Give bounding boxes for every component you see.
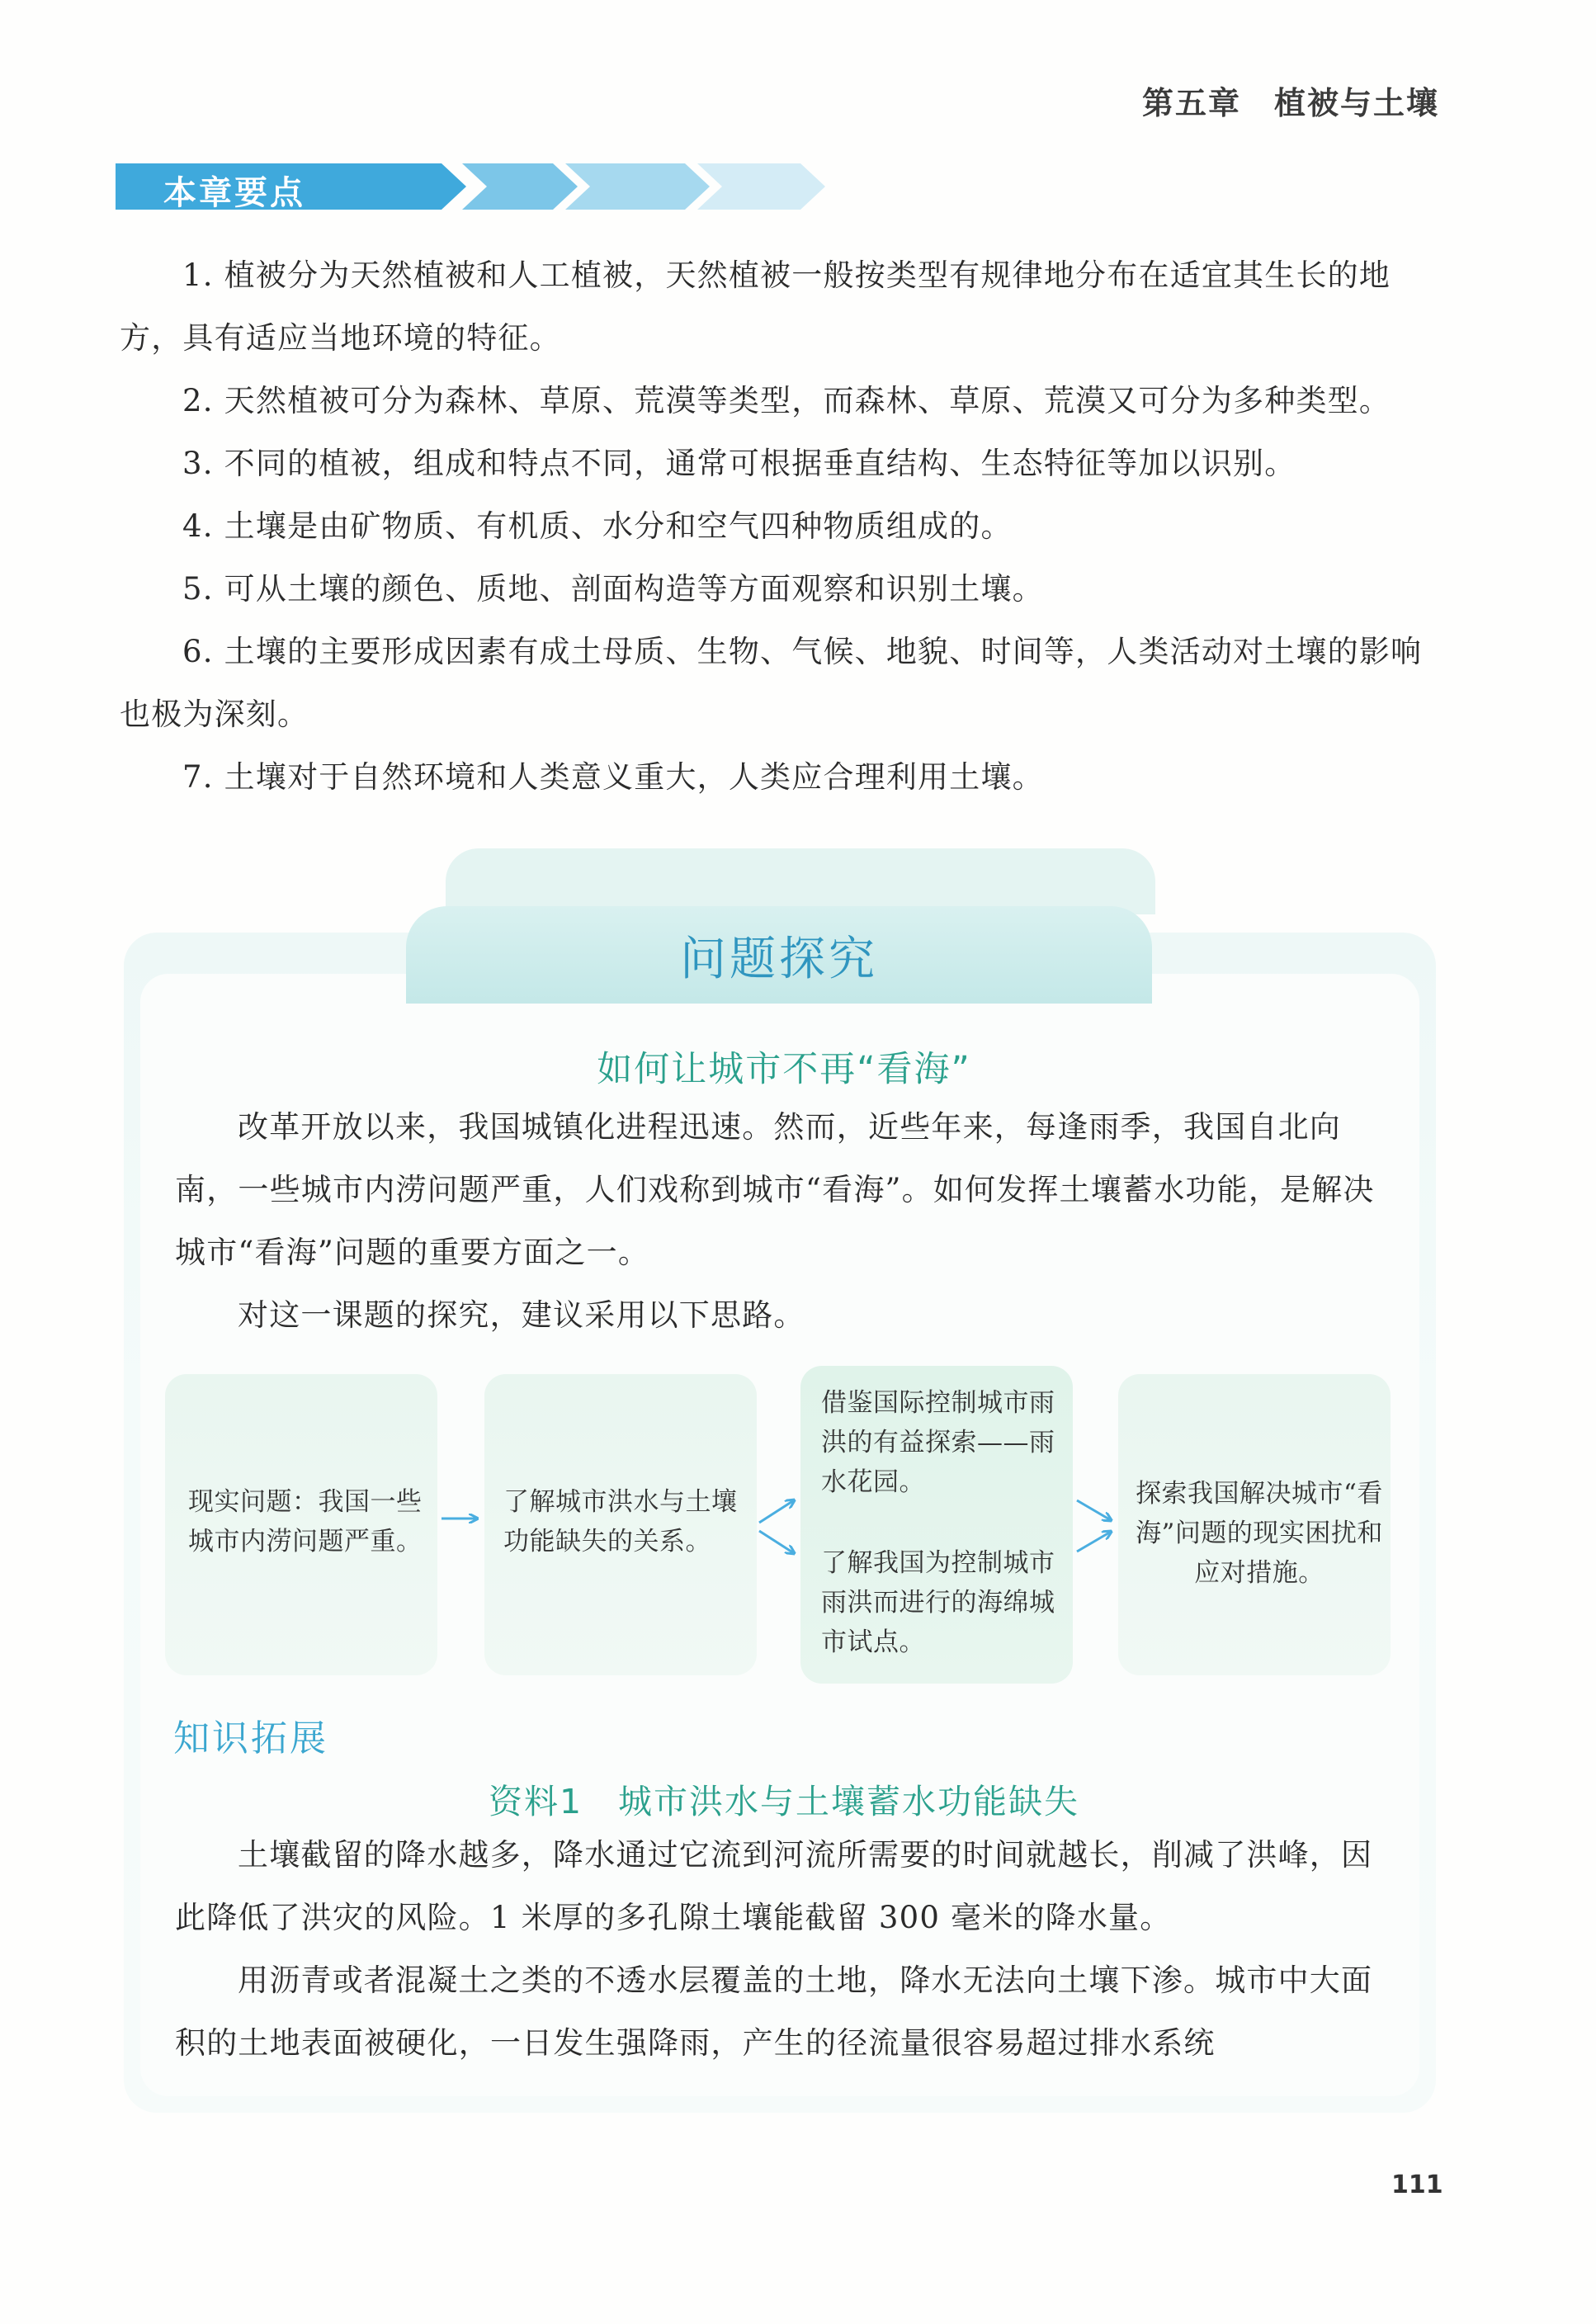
inquiry-tab-backdrop bbox=[446, 848, 1155, 914]
key-point-item: 6. 土壤的主要形成因素有成土母质、生物、气候、地貌、时间等，人类活动对土壤的影响也极为深刻。 bbox=[120, 634, 1423, 732]
running-header: 第五章 植被与土壤 bbox=[1141, 85, 1439, 121]
key-points-title: 本章要点 bbox=[163, 174, 305, 212]
flow-step-explore: 探索我国解决城市“看海”问题的现实困扰和应对措施。 bbox=[1136, 1479, 1383, 1588]
inquiry-tab-title: 问题探究 bbox=[680, 933, 878, 986]
flow-step-relation: 了解城市洪水与土壤功能缺失的关系。 bbox=[503, 1487, 738, 1556]
key-point-item: 4. 土壤是由矿物质、有机质、水分和空气四种物质组成的。 bbox=[182, 508, 1013, 544]
page-number: 111 bbox=[1391, 2170, 1443, 2199]
inquiry-paragraph: 对这一课题的探究，建议采用以下思路。 bbox=[238, 1297, 805, 1333]
key-point-item: 2. 天然植被可分为森林、草原、荒漠等类型，而森林、草原、荒漠又可分为多种类型。 bbox=[182, 383, 1391, 418]
flow-step-problem: 现实问题：我国一些城市内涝问题严重。 bbox=[188, 1487, 423, 1556]
key-point-item: 5. 可从土壤的颜色、质地、剖面构造等方面观察和识别土壤。 bbox=[182, 571, 1044, 607]
key-point-item: 3. 不同的植被，组成和特点不同，通常可根据垂直结构、生态特征等加以识别。 bbox=[182, 446, 1296, 481]
material-1-text bbox=[175, 1824, 1396, 2075]
knowledge-title: 知识拓展 bbox=[173, 1717, 328, 1760]
material-1-title: 资料1 城市洪水与土壤蓄水功能缺失 bbox=[488, 1782, 1080, 1821]
material-paragraph: 土壤截留的降水越多，降水通过它流到河流所需要的时间就越长，削减了洪峰，因此降低了洪灾的风险。1 米厚的多孔隙土壤能截留 300 毫米的降水量。 bbox=[175, 1837, 1373, 1935]
inquiry-paragraph: 改革开放以来，我国城镇化进程迅速。然而，近些年来，每逢雨季，我国自北向南，一些城市内涝问题严重，人们戏称到城市“看海”。如何发挥土壤蓄水功能，是解决城市“看海”问题的重要方面之一。 bbox=[175, 1109, 1375, 1270]
inquiry-text bbox=[175, 1096, 1396, 1347]
flow-step-sponge-city: 了解我国为控制城市雨洪而进行的海绵城市试点。 bbox=[821, 1548, 1055, 1657]
key-points-list bbox=[120, 244, 1440, 809]
inquiry-heading: 如何让城市不再“看海” bbox=[597, 1049, 971, 1090]
key-point-item: 7. 土壤对于自然环境和人类意义重大，人类应合理利用土壤。 bbox=[182, 759, 1044, 795]
key-point-item: 1. 植被分为天然植被和人工植被，天然植被一般按类型有规律地分布在适宜其生长的地方，具有适应当地环境的特征。 bbox=[120, 257, 1391, 356]
material-paragraph: 用沥青或者混凝土之类的不透水层覆盖的土地，降水无法向土壤下渗。城市中大面积的土地表面被硬化，一日发生强降雨，产生的径流量很容易超过排水系统 bbox=[175, 1963, 1373, 2061]
flow-step-rain-garden: 借鉴国际控制城市雨洪的有益探索——雨水花园。 bbox=[821, 1388, 1055, 1497]
